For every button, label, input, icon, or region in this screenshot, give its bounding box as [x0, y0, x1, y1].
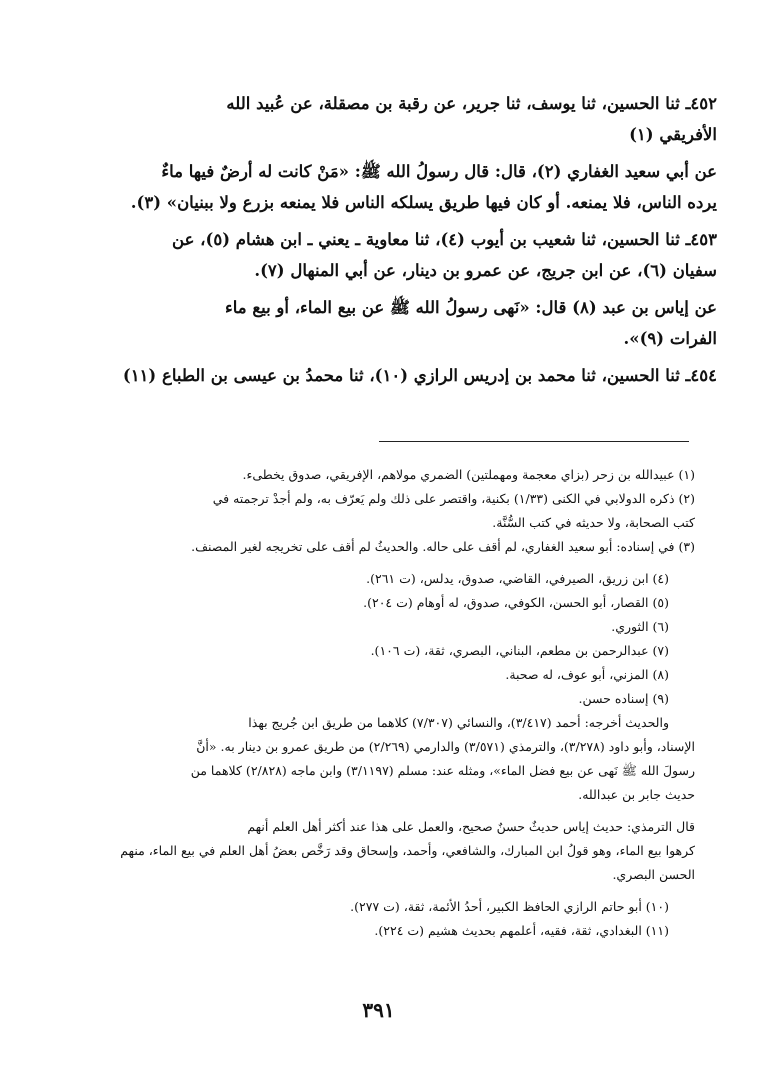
- footnote-5: (٥) القصار، أبو الحسن، الكوفي، صدوق، له أوهام (ت ٢٠٤).: [363, 595, 669, 610]
- footnote-9-tirmidhi-cont: الحسن البصري.: [612, 867, 695, 882]
- hadith-text: [38, 88, 717, 391]
- footnote-2-cont: كتب الصحابة، ولا حديثه في كتب السُّنَّة.: [492, 515, 695, 530]
- footnote-9-tirmidhi-cont: كرهوا بيع الماء، وهو قولُ ابن المبارك، والشافعي، وأحمد، وإسحاق وقد رَخَّص بعضُ أهل العلم في بيع الماء، منهم: [120, 843, 695, 858]
- footnote-6: (٦) الثوري.: [611, 619, 669, 634]
- hadith-453-matn: عن إياس بن عبد (٨) قال: «نَهى رسولُ الله ﷺ عن بيع الماء، أو بيع ماء: [224, 298, 717, 317]
- footnote-11: (١١) البغدادي، ثقة، فقيه، أعلمهم بحديث هشيم (ت ٢٢٤).: [374, 923, 669, 938]
- footnote-9-takhrij: والحديث أخرجه: أحمد (٣/٤١٧)، والنسائي (٧/٣٠٧) كلاهما من طريق ابن جُريج بهذا: [248, 715, 669, 730]
- footnote-2: (٢) ذكره الدولابي في الكنى (١/٣٣) بكنية، واقتصر على ذلك ولم يَعرّف به، ولم أجدْ ترجمته في: [212, 491, 695, 506]
- hadith-452-isnad-cont: الأفريقي (١): [629, 125, 717, 144]
- footnote-4: (٤) ابن زريق، الصيرفي، القاضي، صدوق، يدلس، (ت ٢٦١).: [366, 571, 669, 586]
- footnote-separator: [379, 441, 689, 442]
- footnotes: [56, 463, 695, 943]
- footnote-9-takhrij-cont: حديث جابر بن عبدالله.: [578, 787, 695, 802]
- footnote-8: (٨) المزني، أبو عوف، له صحبة.: [505, 667, 669, 682]
- hadith-452-matn-cont: يرده الناس، فلا يمنعه. أو كان فيها طريق يسلكه الناس فلا يمنعه بزرع ولا ببنيان» (٣).: [130, 193, 717, 212]
- page-number: ٣٩١: [362, 998, 395, 1022]
- footnote-1: (١) عبيدالله بن زحر (بزاي معجمة ومهملتين) الضمري مولاهم، الإفريقي، صدوق يخطىء.: [242, 467, 695, 482]
- hadith-452-matn: عن أبي سعيد الغفاري (٢)، قال: قال رسولُ الله ﷺ: «مَنْ كانت له أرضٌ فيها ماءٌ: [161, 162, 717, 181]
- footnote-10: (١٠) أبو حاتم الرازي الحافظ الكبير، أحدُ الأئمة، ثقة، (ت ٢٧٧).: [350, 899, 669, 914]
- footnote-3: (٣) في إسناده: أبو سعيد الغفاري، لم أقف على حاله. والحديثُ لم أقف على تخريجه لغير المصنف.: [191, 539, 695, 554]
- footnote-7: (٧) عبدالرحمن بن مطعم، البناني، البصري، ثقة، (ت ١٠٦).: [370, 643, 669, 658]
- hadith-453-matn-cont: الفرات (٩)».: [623, 329, 717, 348]
- footnote-9-takhrij-cont: الإسناد، وأبو داود (٣/٢٧٨)، والترمذي (٣/٥٧١) والدارمي (٢/٢٦٩) من طريق عمرو بن دينار به. «أنَّ: [196, 739, 695, 754]
- hadith-453-isnad: ٤٥٣ـ ثنا الحسين، ثنا شعيب بن أيوب (٤)، ثنا معاوية ـ يعني ـ ابن هشام (٥)، عن: [172, 230, 717, 249]
- footnote-9-takhrij-cont: رسولَ الله ﷺ نَهى عن بيع فضل الماء»، ومثله عند: مسلم (٣/١١٩٧) وابن ماجه (٢/٨٢٨) كلاهما من: [190, 763, 695, 778]
- hadith-452-isnad: ٤٥٢ـ ثنا الحسين، ثنا يوسف، ثنا جرير، عن رقبة بن مصقلة، عن عُبيد الله: [226, 94, 717, 113]
- hadith-454-isnad: ٤٥٤ـ ثنا الحسين، ثنا محمد بن إدريس الرازي (١٠)، ثنا محمدُ بن عيسى بن الطباع (١١): [122, 366, 717, 385]
- hadith-453-isnad-cont: سفيان (٦)، عن ابن جريج، عن عمرو بن دينار، عن أبي المنهال (٧).: [254, 261, 717, 280]
- footnote-9-tirmidhi: قال الترمذي: حديث إياس حديثٌ حسنٌ صحيح، والعمل على هذا عند أكثر أهل العلم أنهم: [247, 819, 695, 834]
- footnote-9: (٩) إسناده حسن.: [578, 691, 669, 706]
